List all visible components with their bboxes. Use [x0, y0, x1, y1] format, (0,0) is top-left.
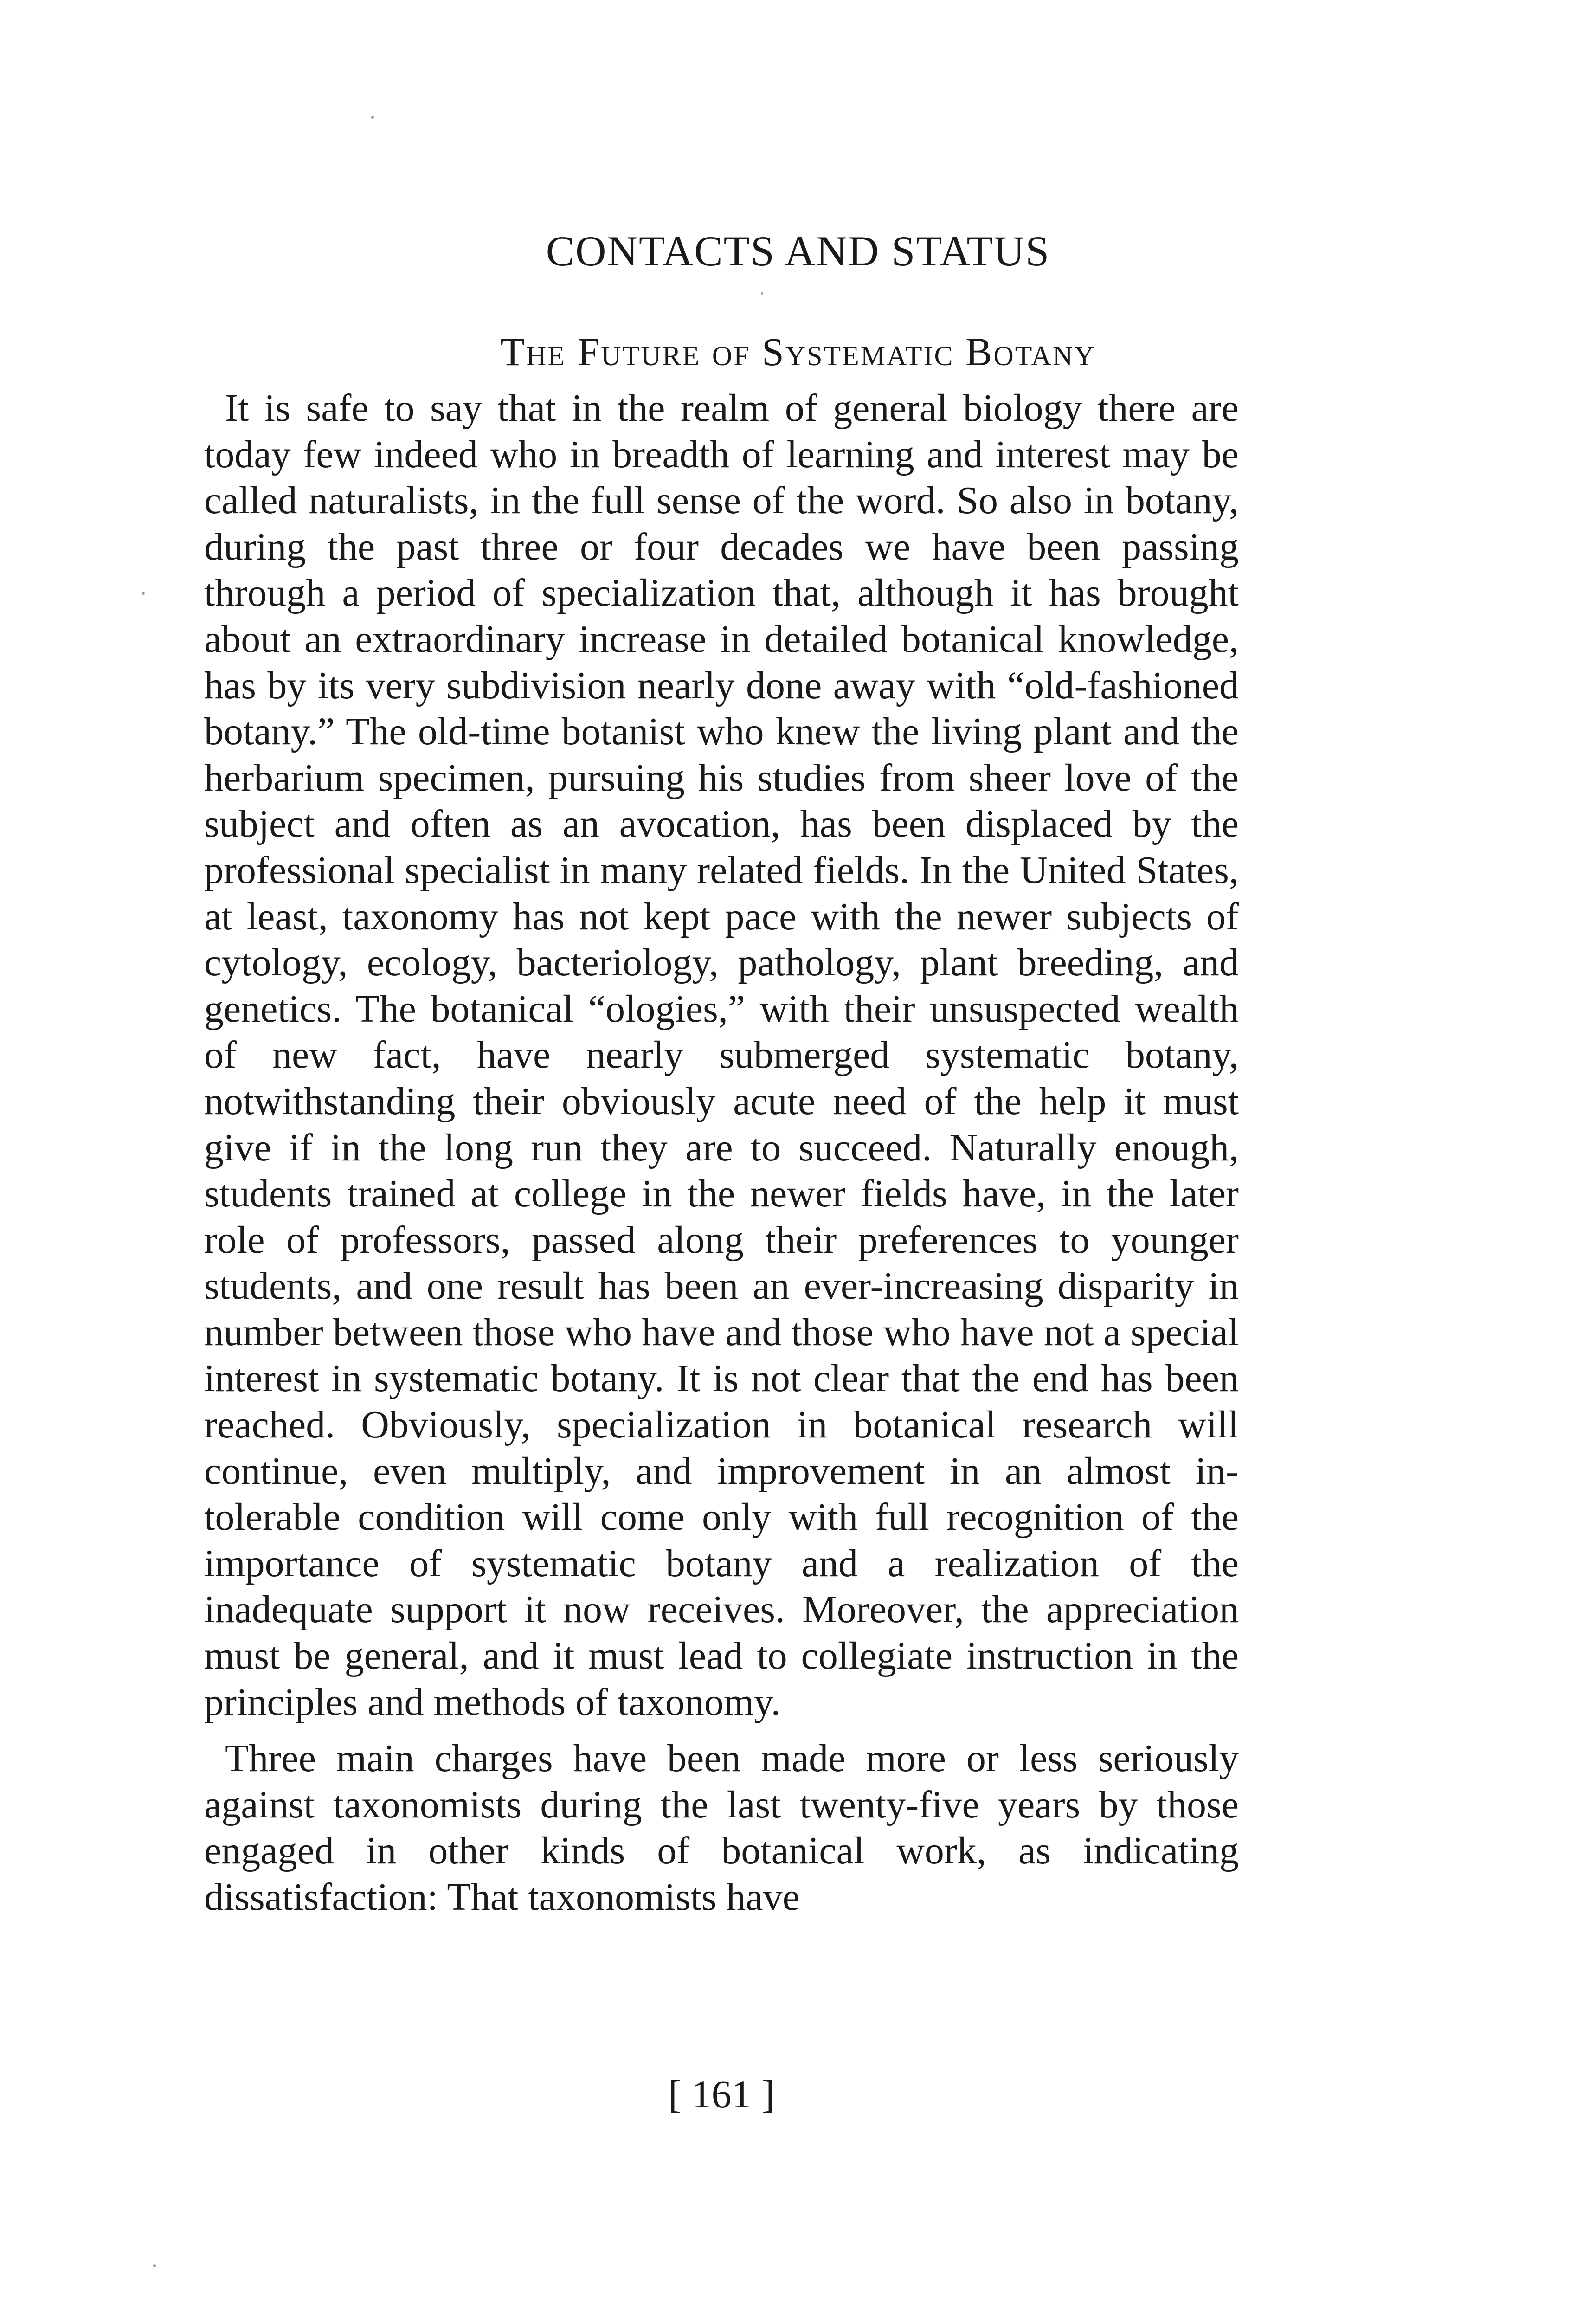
- section-title: The Future of Systematic Botany: [500, 329, 1096, 374]
- speck: [761, 292, 763, 295]
- page-number: [ 161 ]: [668, 2072, 775, 2116]
- speck: [142, 592, 145, 595]
- paragraph-2: Three main charges have been made more or less seriously against taxonomists during the last twenty-five years by those engaged in other kinds of botanical work, as indicating dissatisfaction: That taxonomists have: [204, 1737, 1239, 1919]
- running-head: CONTACTS AND STATUS: [546, 227, 1050, 275]
- paragraph-1: It is safe to say that in the realm of general biology there are today few indeed who in breadth of learning and interest may be called naturalists, in the full sense of the word. So also in botany, during the past three or four decades we have been passing through a period of specialization that, although it has brought about an extraordinary increase in detailed botanical knowledge, has by its very subdivision nearly done away with “old-fashioned botany.” The old-time botanist who knew the living plant and the herbarium specimen, pursuing his studies from sheer love of the subject and often as an avocation, has been displaced by the professional specialist in many related fields. In the United States, at least, taxonomy has not kept pace with the newer subjects of cytology, ecology, bacteriology, pathology, plant breeding, and genetics. The botanical “ologies,” with their unsuspected wealth of new fact, have nearly submerged systematic botany, notwithstanding their obviously acute need of the help it must give if in the long run they are to succeed. Naturally enough, students trained at college in the newer fields have, in the later role of professors, passed along their preferences to younger students, and one result has been an ever-increasing disparity in number between those who have and those who have not a special interest in systematic botany. It is not clear that the end has been reached. Obviously, specialization in botanical research will continue, even multiply, and improvement in an almost intolerable condition will come only with full recognition of the importance of systematic botany and a realization of the inadequate support it now receives. Moreover, the appreciation must be general, and it must lead to collegiate instruction in the principles and methods of taxonomy.: [204, 387, 1239, 1724]
- speck: [371, 116, 374, 119]
- body-text: [204, 385, 1239, 1920]
- speck: [153, 2264, 156, 2267]
